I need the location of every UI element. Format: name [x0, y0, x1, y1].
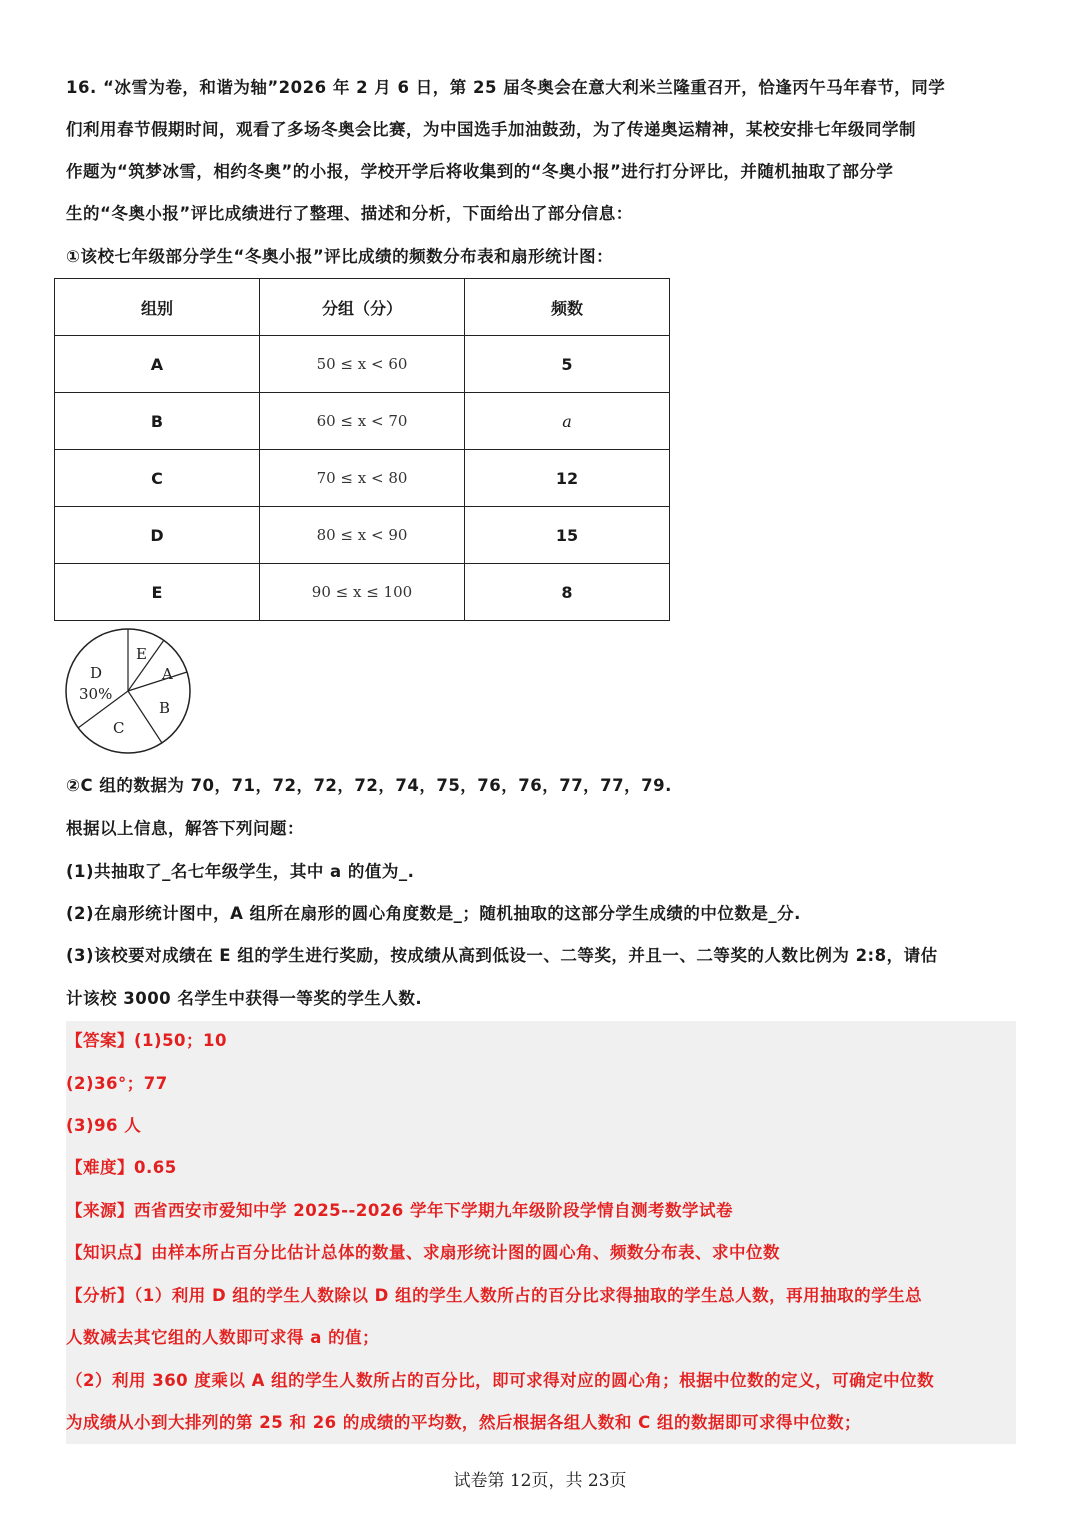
group-cell: B	[55, 393, 260, 450]
knowledge-line: 【知识点】由样本所占百分比估计总体的数量、求扇形统计图的圆心角、频数分布表、求中位数	[66, 1243, 780, 1262]
group-cell: E	[55, 564, 260, 621]
table-row	[55, 507, 670, 564]
range-cell: 60 ≤ x < 70	[260, 393, 465, 450]
analysis-line: 为成绩从小到大排列的第 25 和 26 的成绩的平均数，然后根据各组人数和 C 组的数据即可求得中位数；	[66, 1413, 861, 1432]
pie-label-d-percent: 30%	[79, 685, 113, 703]
group-cell: A	[55, 336, 260, 393]
pie-chart	[60, 628, 200, 764]
instruction-line: 根据以上信息，解答下列问题：	[66, 819, 304, 838]
c-group-data: ②C 组的数据为 70，71，72，72，72，74，75，76，76，77，77，79.	[66, 776, 672, 795]
group-cell: D	[55, 507, 260, 564]
table-row	[55, 564, 670, 621]
sub-question-3-line-1: (3)该校要对成绩在 E 组的学生进行奖励，按成绩从高到低设一、二等奖，并且一、二等奖的人数比例为 2:8，请估	[66, 946, 938, 965]
answer-line: (3)96 人	[66, 1116, 142, 1135]
frequency-cell: 12	[465, 450, 670, 507]
sub-question-1: (1)共抽取了_名七年级学生，其中 a 的值为_.	[66, 862, 415, 881]
analysis-line: 【分析】（1）利用 D 组的学生人数除以 D 组的学生人数所占的百分比求得抽取的学生总人数，再用抽取的学生总	[66, 1286, 923, 1305]
difficulty-line: 【难度】0.65	[66, 1158, 177, 1177]
sub-question-3-line-2: 计该校 3000 名学生中获得一等奖的学生人数.	[66, 989, 423, 1008]
page-footer: 试卷第 12页，共 23页	[453, 1471, 627, 1491]
frequency-cell: 5	[465, 336, 670, 393]
table-header-row	[55, 279, 670, 336]
table-row	[55, 393, 670, 450]
frequency-cell: a	[465, 393, 670, 450]
question-line-3: 作题为“筑梦冰雪，相约冬奥”的小报，学校开学后将收集到的“冬奥小报”进行打分评比，并随机抽取了部分学	[66, 162, 894, 181]
range-cell: 90 ≤ x ≤ 100	[260, 564, 465, 621]
frequency-cell: 8	[465, 564, 670, 621]
question-line-5: ①该校七年级部分学生“冬奥小报”评比成绩的频数分布表和扇形统计图：	[66, 247, 614, 266]
question-line-1: 16. “冰雪为卷，和谐为轴”2026 年 2 月 6 日，第 25 届冬奥会在意大利米兰隆重召开，恰逢丙午马年春节，同学	[66, 78, 946, 97]
pie-divider-ab	[128, 672, 187, 691]
header-group: 组别	[55, 279, 260, 336]
pie-label-c: C	[113, 719, 125, 737]
answer-line: (2)36°；77	[66, 1074, 168, 1093]
question-line-2: 们利用春节假期时间，观看了多场冬奥会比赛，为中国选手加油鼓劲，为了传递奥运精神，某校安排七年级同学制	[66, 120, 916, 139]
pie-label-e: E	[136, 645, 147, 663]
frequency-cell: 15	[465, 507, 670, 564]
question-line-4: 生的“冬奥小报”评比成绩进行了整理、描述和分析，下面给出了部分信息：	[66, 204, 633, 223]
range-cell: 70 ≤ x < 80	[260, 450, 465, 507]
group-cell: C	[55, 450, 260, 507]
analysis-line: 人数减去其它组的人数即可求得 a 的值；	[66, 1328, 380, 1347]
range-cell: 80 ≤ x < 90	[260, 507, 465, 564]
range-cell: 50 ≤ x < 60	[260, 336, 465, 393]
pie-label-d: D	[90, 664, 103, 682]
source-line: 【来源】西省西安市爱知中学 2025--2026 学年下学期九年级阶段学情自测考数学试卷	[66, 1201, 734, 1220]
header-frequency: 频数	[465, 279, 670, 336]
pie-divider-bc	[128, 691, 162, 743]
frequency-table	[54, 278, 670, 621]
sub-question-2: (2)在扇形统计图中，A 组所在扇形的圆心角度数是_；随机抽取的这部分学生成绩的中位数是_分.	[66, 904, 801, 923]
header-range: 分组（分）	[260, 279, 465, 336]
table-row	[55, 336, 670, 393]
answer-line: 【答案】(1)50；10	[66, 1031, 227, 1050]
analysis-line: （2）利用 360 度乘以 A 组的学生人数所占的百分比，即可求得对应的圆心角；根据中位数的定义，可确定中位数	[66, 1371, 935, 1390]
table-row	[55, 450, 670, 507]
pie-label-b: B	[159, 699, 171, 717]
pie-label-a: A	[162, 665, 173, 683]
